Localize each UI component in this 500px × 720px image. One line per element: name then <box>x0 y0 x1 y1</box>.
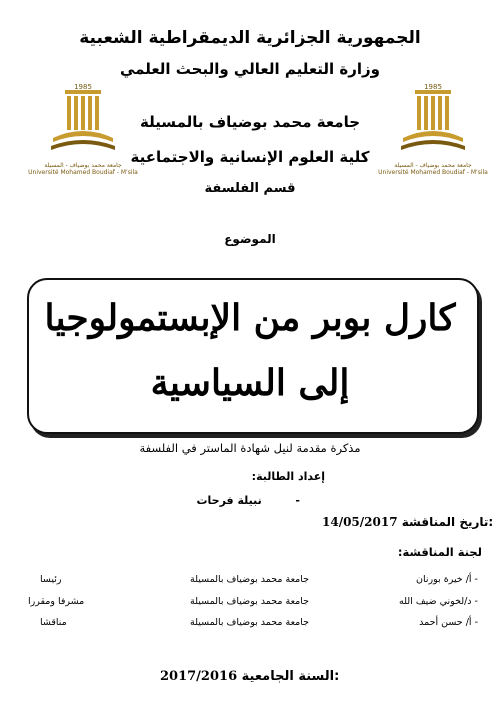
university-logo-icon <box>47 80 119 162</box>
logo-year: 1985 <box>74 83 92 91</box>
committee-member-role: مناقشا <box>40 617 67 628</box>
student-name <box>170 494 300 507</box>
logo-name-fr: Université Mohamed Boudiaf - M'sila <box>378 169 488 176</box>
department-title: قسم الفلسفة <box>204 181 296 196</box>
discussion-date: 14/05/2017 <box>322 515 398 529</box>
university-title: جامعة محمد بوضياف بالمسيلة <box>139 113 361 131</box>
faculty-title: كلية العلوم الإنسانية والاجتماعية <box>130 148 370 166</box>
logo-name-ar: جامعة محمد بوضياف - المسيلة <box>44 162 122 169</box>
committee-member-name: - أ/ خيرة بورنان <box>416 574 478 585</box>
logo-name-fr: Université Mohamed Boudiaf - M'sila <box>28 169 138 176</box>
university-logo-right <box>378 80 488 176</box>
prepared-by-label: إعداد الطالبة: <box>251 470 325 483</box>
committee-member-university: جامعة محمد بوضياف بالمسيلة <box>190 574 310 585</box>
ministry-title: وزارة التعليم العالي والبحث العلمي <box>119 60 381 78</box>
student-dash: - <box>295 494 300 507</box>
committee-member-name: - أ/ حسن أحمد <box>419 617 478 628</box>
memo-text: مذكرة مقدمة لنيل شهادة الماستر في الفلسفة <box>139 441 361 455</box>
thesis-title-line1: كارل بوبر من الإبستمولوجيا <box>44 297 456 339</box>
subject-label: الموضوع <box>224 232 276 246</box>
academic-year-row <box>160 669 339 684</box>
discussion-date-row <box>322 515 493 529</box>
republic-title: الجمهورية الجزائرية الديمقراطية الشعبية <box>79 28 421 48</box>
committee-label: لجنة المناقشة: <box>397 545 482 559</box>
logo-year: 1985 <box>424 83 442 91</box>
university-logo-left <box>28 80 138 176</box>
academic-year-label: السنة الجامعية: <box>241 669 340 684</box>
committee-member-role: رئيسا <box>40 574 62 585</box>
thesis-title-line2: إلى السياسية <box>150 362 350 404</box>
logo-name-ar: جامعة محمد بوضياف - المسيلة <box>394 162 472 169</box>
committee-member-university: جامعة محمد بوضياف بالمسيلة <box>190 596 310 607</box>
committee-member-role: مشرفا ومقررا <box>28 596 85 607</box>
committee-member-university: جامعة محمد بوضياف بالمسيلة <box>190 617 310 628</box>
university-logo-icon <box>397 80 469 162</box>
discussion-date-label: تاريخ المناقشة: <box>401 515 494 529</box>
academic-year: 2017/2016 <box>160 669 238 684</box>
committee-member-name: - د/لخوني ضيف الله <box>399 596 478 607</box>
student-name-text: نبيلة فرحات <box>196 494 262 507</box>
